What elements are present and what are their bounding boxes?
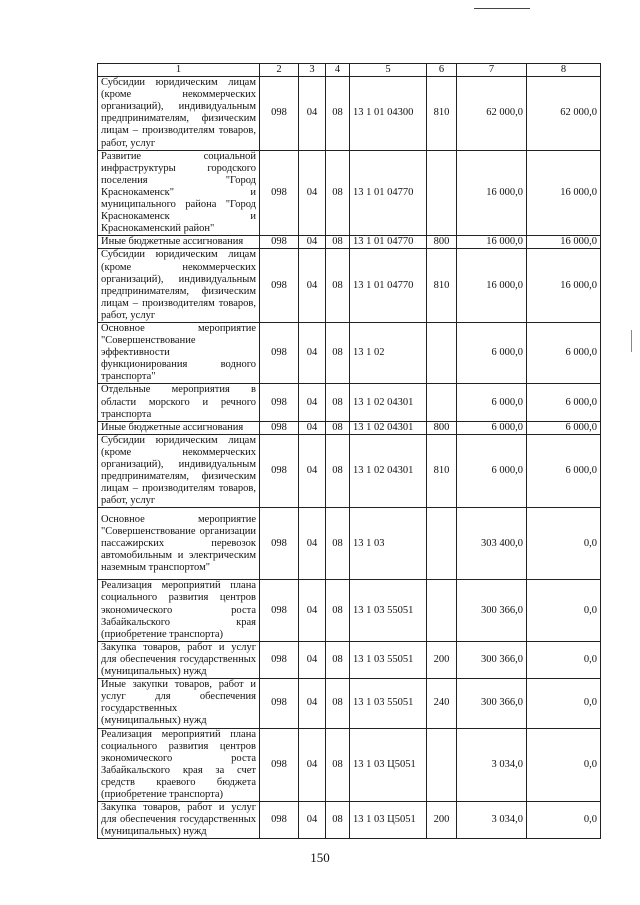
amount-col7-cell: 6 000,0	[457, 434, 527, 508]
amount-col8-cell: 16 000,0	[527, 249, 601, 323]
amount-col7-cell: 6 000,0	[457, 421, 527, 434]
section-cell: 04	[299, 384, 326, 421]
subsection-cell: 08	[326, 679, 350, 728]
kcsr-code-cell: 098	[260, 322, 299, 383]
table-row	[98, 728, 601, 802]
table-row	[98, 150, 601, 236]
amount-col8-cell: 0,0	[527, 802, 601, 839]
row-name-cell: Иные бюджетные ассигнования	[98, 421, 260, 434]
kcsr-code-cell: 098	[260, 802, 299, 839]
kcsr-code-cell: 098	[260, 236, 299, 249]
target-article-cell: 13 1 02	[350, 322, 427, 383]
amount-col7-cell: 303 400,0	[457, 508, 527, 580]
header-cell: 8	[527, 64, 601, 77]
expense-type-cell: 800	[427, 421, 457, 434]
row-name-cell: Основное мероприятие "Совершенствование организации пассажирских перевозок автомобильным и электрическим наземным транспортом"	[98, 508, 260, 580]
table-header-row	[98, 64, 601, 77]
kcsr-code-cell: 098	[260, 384, 299, 421]
target-article-cell: 13 1 02 04301	[350, 421, 427, 434]
table-row	[98, 236, 601, 249]
table-row	[98, 641, 601, 678]
amount-col8-cell: 0,0	[527, 580, 601, 641]
table-row	[98, 434, 601, 508]
table-row	[98, 421, 601, 434]
expense-type-cell: 200	[427, 802, 457, 839]
target-article-cell: 13 1 01 04770	[350, 236, 427, 249]
target-article-cell: 13 1 03 55051	[350, 679, 427, 728]
row-name-cell: Основное мероприятие "Совершенствование эффективности функционирования водного транспорта"	[98, 322, 260, 383]
header-cell: 7	[457, 64, 527, 77]
section-cell: 04	[299, 580, 326, 641]
amount-col7-cell: 300 366,0	[457, 580, 527, 641]
kcsr-code-cell: 098	[260, 249, 299, 323]
table-row	[98, 679, 601, 728]
row-name-cell: Закупка товаров, работ и услуг для обеспечения государственных (муниципальных) нужд	[98, 802, 260, 839]
amount-col7-cell: 16 000,0	[457, 236, 527, 249]
row-name-cell: Реализация мероприятий плана социального развития центров экономического роста Забайкальского края (приобретение транспорта)	[98, 580, 260, 641]
subsection-cell: 08	[326, 322, 350, 383]
table-row	[98, 249, 601, 323]
expense-type-cell: 810	[427, 77, 457, 151]
target-article-cell: 13 1 03 55051	[350, 641, 427, 678]
amount-col8-cell: 0,0	[527, 679, 601, 728]
row-name-cell: Иные закупки товаров, работ и услуг для обеспечения государственных (муниципальных) нужд	[98, 679, 260, 728]
expense-type-cell	[427, 322, 457, 383]
subsection-cell: 08	[326, 641, 350, 678]
subsection-cell: 08	[326, 150, 350, 236]
amount-col8-cell: 6 000,0	[527, 322, 601, 383]
subsection-cell: 08	[326, 580, 350, 641]
amount-col7-cell: 300 366,0	[457, 679, 527, 728]
target-article-cell: 13 1 03 55051	[350, 580, 427, 641]
kcsr-code-cell: 098	[260, 508, 299, 580]
expense-type-cell	[427, 580, 457, 641]
subsection-cell: 08	[326, 728, 350, 802]
section-cell: 04	[299, 508, 326, 580]
header-cell: 1	[98, 64, 260, 77]
section-cell: 04	[299, 421, 326, 434]
amount-col8-cell: 62 000,0	[527, 77, 601, 151]
table-row	[98, 77, 601, 151]
expense-type-cell	[427, 508, 457, 580]
section-cell: 04	[299, 641, 326, 678]
target-article-cell: 13 1 03	[350, 508, 427, 580]
amount-col7-cell: 300 366,0	[457, 641, 527, 678]
subsection-cell: 08	[326, 802, 350, 839]
row-name-cell: Закупка товаров, работ и услуг для обеспечения государственных (муниципальных) нужд	[98, 641, 260, 678]
amount-col8-cell: 6 000,0	[527, 421, 601, 434]
table-row	[98, 508, 601, 580]
amount-col7-cell: 62 000,0	[457, 77, 527, 151]
table-row	[98, 384, 601, 421]
header-cell: 3	[299, 64, 326, 77]
section-cell: 04	[299, 434, 326, 508]
table-row	[98, 322, 601, 383]
expense-type-cell: 240	[427, 679, 457, 728]
kcsr-code-cell: 098	[260, 641, 299, 678]
row-name-cell: Реализация мероприятий плана социального развития центров экономического роста Забайкальского края за счет средств краевого бюджета (приобретение транспорта)	[98, 728, 260, 802]
row-name-cell: Субсидии юридическим лицам (кроме некоммерческих организаций), индивидуальным предпринимателям, физическим лицам – производителям товаров, работ, услуг	[98, 434, 260, 508]
kcsr-code-cell: 098	[260, 77, 299, 151]
target-article-cell: 13 1 02 04301	[350, 384, 427, 421]
amount-col8-cell: 6 000,0	[527, 434, 601, 508]
section-cell: 04	[299, 236, 326, 249]
amount-col7-cell: 3 034,0	[457, 728, 527, 802]
scan-mark-right	[631, 330, 632, 352]
kcsr-code-cell: 098	[260, 580, 299, 641]
page-number: 150	[310, 850, 330, 865]
kcsr-code-cell: 098	[260, 150, 299, 236]
budget-table	[97, 63, 601, 839]
header-cell: 5	[350, 64, 427, 77]
amount-col8-cell: 0,0	[527, 641, 601, 678]
row-name-cell: Развитие социальной инфраструктуры городского поселения "Город Краснокаменск" и муниципального района "Город Краснокаменск и Краснокаменский район"	[98, 150, 260, 236]
header-cell: 6	[427, 64, 457, 77]
expense-type-cell: 810	[427, 434, 457, 508]
kcsr-code-cell: 098	[260, 421, 299, 434]
subsection-cell: 08	[326, 77, 350, 151]
expense-type-cell	[427, 384, 457, 421]
expense-type-cell: 800	[427, 236, 457, 249]
subsection-cell: 08	[326, 236, 350, 249]
amount-col8-cell: 16 000,0	[527, 150, 601, 236]
kcsr-code-cell: 098	[260, 434, 299, 508]
section-cell: 04	[299, 679, 326, 728]
expense-type-cell: 810	[427, 249, 457, 323]
target-article-cell: 13 1 01 04300	[350, 77, 427, 151]
table-row	[98, 580, 601, 641]
expense-type-cell	[427, 150, 457, 236]
amount-col8-cell: 0,0	[527, 728, 601, 802]
amount-col7-cell: 6 000,0	[457, 384, 527, 421]
kcsr-code-cell: 098	[260, 679, 299, 728]
row-name-cell: Субсидии юридическим лицам (кроме некоммерческих организаций), индивидуальным предпринимателям, физическим лицам – производителям товаров, работ, услуг	[98, 77, 260, 151]
section-cell: 04	[299, 728, 326, 802]
subsection-cell: 08	[326, 434, 350, 508]
expense-type-cell	[427, 728, 457, 802]
expense-type-cell: 200	[427, 641, 457, 678]
target-article-cell: 13 1 03 Ц5051	[350, 802, 427, 839]
section-cell: 04	[299, 77, 326, 151]
top-edge-rule	[474, 8, 530, 9]
section-cell: 04	[299, 150, 326, 236]
amount-col7-cell: 3 034,0	[457, 802, 527, 839]
row-name-cell: Субсидии юридическим лицам (кроме некоммерческих организаций), индивидуальным предпринимателям, физическим лицам – производителям товаров, работ, услуг	[98, 249, 260, 323]
row-name-cell: Отдельные мероприятия в области морского и речного транспорта	[98, 384, 260, 421]
amount-col8-cell: 0,0	[527, 508, 601, 580]
section-cell: 04	[299, 802, 326, 839]
section-cell: 04	[299, 322, 326, 383]
amount-col7-cell: 16 000,0	[457, 249, 527, 323]
section-cell: 04	[299, 249, 326, 323]
amount-col7-cell: 6 000,0	[457, 322, 527, 383]
header-cell: 2	[260, 64, 299, 77]
target-article-cell: 13 1 01 04770	[350, 249, 427, 323]
amount-col8-cell: 6 000,0	[527, 384, 601, 421]
target-article-cell: 13 1 03 Ц5051	[350, 728, 427, 802]
target-article-cell: 13 1 02 04301	[350, 434, 427, 508]
subsection-cell: 08	[326, 508, 350, 580]
amount-col8-cell: 16 000,0	[527, 236, 601, 249]
header-cell: 4	[326, 64, 350, 77]
row-name-cell: Иные бюджетные ассигнования	[98, 236, 260, 249]
table-row	[98, 802, 601, 839]
subsection-cell: 08	[326, 421, 350, 434]
amount-col7-cell: 16 000,0	[457, 150, 527, 236]
table-body	[98, 64, 601, 839]
kcsr-code-cell: 098	[260, 728, 299, 802]
subsection-cell: 08	[326, 384, 350, 421]
subsection-cell: 08	[326, 249, 350, 323]
target-article-cell: 13 1 01 04770	[350, 150, 427, 236]
